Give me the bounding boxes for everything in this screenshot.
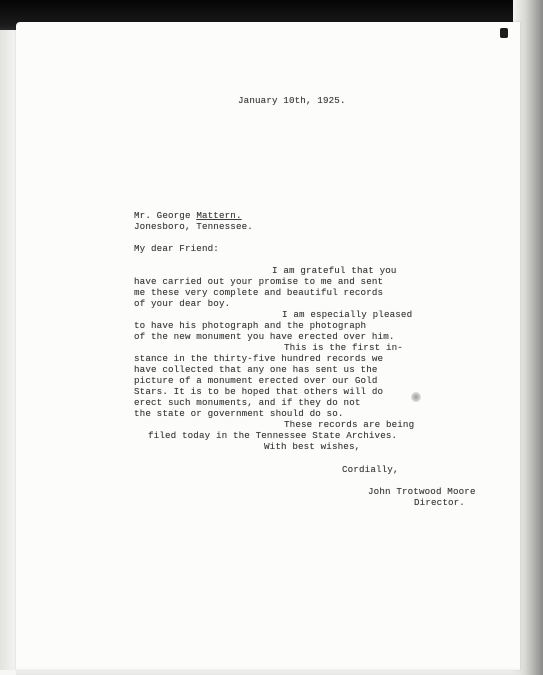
paragraph2-line3: of the new monument you have erected over him. bbox=[134, 331, 395, 342]
corner-mark bbox=[500, 28, 508, 38]
paragraph2-line2: to have his photograph and the photograph bbox=[134, 320, 367, 331]
paragraph3-line3: have collected that any one has sent us the bbox=[134, 364, 378, 375]
signature-name: John Trotwood Moore bbox=[368, 486, 476, 497]
paragraph3-line7: the state or government should do so. bbox=[134, 408, 344, 419]
paragraph3-line5: Stars. It is to be hoped that others will do bbox=[134, 386, 384, 397]
recipient-name bbox=[134, 210, 242, 221]
paragraph1-line4: of your dear boy. bbox=[134, 298, 231, 309]
paragraph3-line1: This is the first in- bbox=[284, 342, 403, 353]
letter-date: January 10th, 1925. bbox=[238, 95, 346, 106]
closing-line: With best wishes, bbox=[264, 441, 361, 452]
paragraph1-line3: me these very complete and beautiful records bbox=[134, 287, 384, 298]
paragraph2-line1: I am especially pleased bbox=[282, 309, 413, 320]
paragraph1-line2: have carried out your promise to me and sent bbox=[134, 276, 384, 287]
letter-paper bbox=[16, 22, 520, 670]
ink-smudge bbox=[411, 392, 421, 402]
paragraph3-line4: picture of a monument erected over our Gold bbox=[134, 375, 378, 386]
recipient-surname: Mattern. bbox=[196, 210, 242, 221]
recipient-location: Jonesboro, Tennessee. bbox=[134, 221, 253, 232]
recipient-name-prefix: Mr. George bbox=[134, 210, 197, 221]
salutation: My dear Friend: bbox=[134, 243, 219, 254]
paragraph3-line6: erect such monuments, and if they do not bbox=[134, 397, 361, 408]
paragraph3-line2: stance in the thirty-five hundred records we bbox=[134, 353, 384, 364]
complimentary-close: Cordially, bbox=[342, 464, 399, 475]
signature-title: Director. bbox=[414, 497, 465, 508]
page-bottom-shadow bbox=[16, 667, 520, 675]
paragraph1-line1: I am grateful that you bbox=[272, 265, 397, 276]
paragraph4-line2: filed today in the Tennessee State Archives. bbox=[148, 430, 398, 441]
paragraph4-line1: These records are being bbox=[284, 419, 415, 430]
